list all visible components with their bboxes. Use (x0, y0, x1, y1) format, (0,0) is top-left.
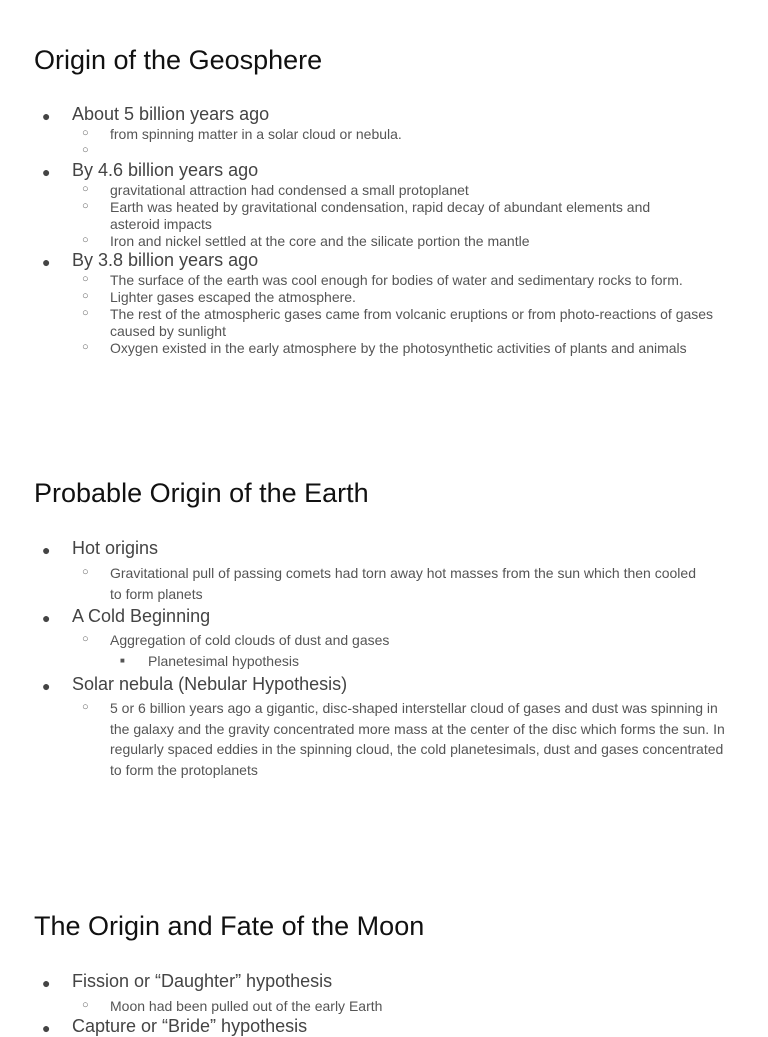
sub-bullet-icon: ○ (82, 183, 89, 195)
bullet-icon: ● (42, 1020, 51, 1036)
sub-bullet-text: Iron and nickel settled at the core and the silicate portion the mantle (110, 233, 530, 249)
sub-bullet-text: gravitational attraction had condensed a small protoplanet (110, 182, 469, 198)
bullet-icon: ● (42, 542, 51, 558)
sub-bullet-text: Oxygen existed in the early atmosphere by the photosynthetic activities of plants and animals (110, 340, 687, 356)
sub-bullet-icon: ○ (82, 566, 89, 578)
section-heading: Probable Origin of the Earth (34, 478, 369, 508)
sub-bullet-icon: ○ (82, 290, 89, 302)
sub-bullet-icon: ○ (82, 234, 89, 246)
sub-bullet-icon: ○ (82, 999, 89, 1011)
sub-bullet-text: The rest of the atmospheric gases came from volcanic eruptions or from photo-reactions of gases caused by sunlight (110, 306, 714, 339)
bullet-item-label: A Cold Beginning (72, 606, 211, 626)
bullet-icon: ● (42, 164, 51, 180)
bullet-item-label: Hot origins (72, 538, 159, 558)
bullet-icon: ● (42, 610, 51, 626)
bullet-icon: ● (42, 678, 51, 694)
bullet-item-label: By 4.6 billion years ago (72, 160, 259, 180)
sub-bullet-text: Earth was heated by gravitational condensation, rapid decay of abundant elements and asteroid impacts (110, 199, 651, 232)
bullet-item-label: Solar nebula (Nebular Hypothesis) (72, 674, 348, 694)
sub-bullet-text: Gravitational pull of passing comets had torn away hot masses from the sun which then cooled to form planets (110, 565, 696, 602)
sub-bullet-icon: ○ (82, 200, 89, 212)
bullet-item-label: Fission or “Daughter” hypothesis (72, 971, 333, 991)
sub-bullet-text: Aggregation of cold clouds of dust and gases (110, 632, 390, 648)
bullet-icon: ● (42, 108, 51, 124)
section-heading: Origin of the Geosphere (34, 45, 323, 75)
subsub-bullet-icon: ■ (120, 656, 125, 665)
sub-bullet-text: Moon had been pulled out of the early Earth (110, 998, 383, 1014)
bullet-item-label: By 3.8 billion years ago (72, 250, 259, 270)
sub-bullet-icon: ○ (82, 144, 89, 156)
bullet-item-label: Capture or “Bride” hypothesis (72, 1016, 308, 1036)
sub-bullet-icon: ○ (82, 307, 89, 319)
section-heading: The Origin and Fate of the Moon (34, 911, 425, 941)
sub-bullet-icon: ○ (82, 341, 89, 353)
sub-bullet-text: 5 or 6 billion years ago a gigantic, disc-shaped interstellar cloud of gases and dust was spinning in the galaxy and the gravity concentrated more mass at the center of the disc which forms the sun. In regularly spaced eddies in the spinning cloud, the cold planetesimals, dust and gases concentrated to form the protoplanets (110, 700, 725, 778)
bullet-icon: ● (42, 975, 51, 991)
bullet-item-label: About 5 billion years ago (72, 104, 270, 124)
sub-bullet-icon: ○ (82, 127, 89, 139)
subsub-bullet-text: Planetesimal hypothesis (148, 653, 299, 669)
sub-bullet-text: from spinning matter in a solar cloud or nebula. (110, 126, 402, 142)
sub-bullet-icon: ○ (82, 633, 89, 645)
sub-bullet-icon: ○ (82, 701, 89, 713)
sub-bullet-text: The surface of the earth was cool enough for bodies of water and sedimentary rocks to form. (110, 272, 683, 288)
sub-bullet-text: Lighter gases escaped the atmosphere. (110, 289, 356, 305)
sub-bullet-icon: ○ (82, 273, 89, 285)
bullet-icon: ● (42, 254, 51, 270)
